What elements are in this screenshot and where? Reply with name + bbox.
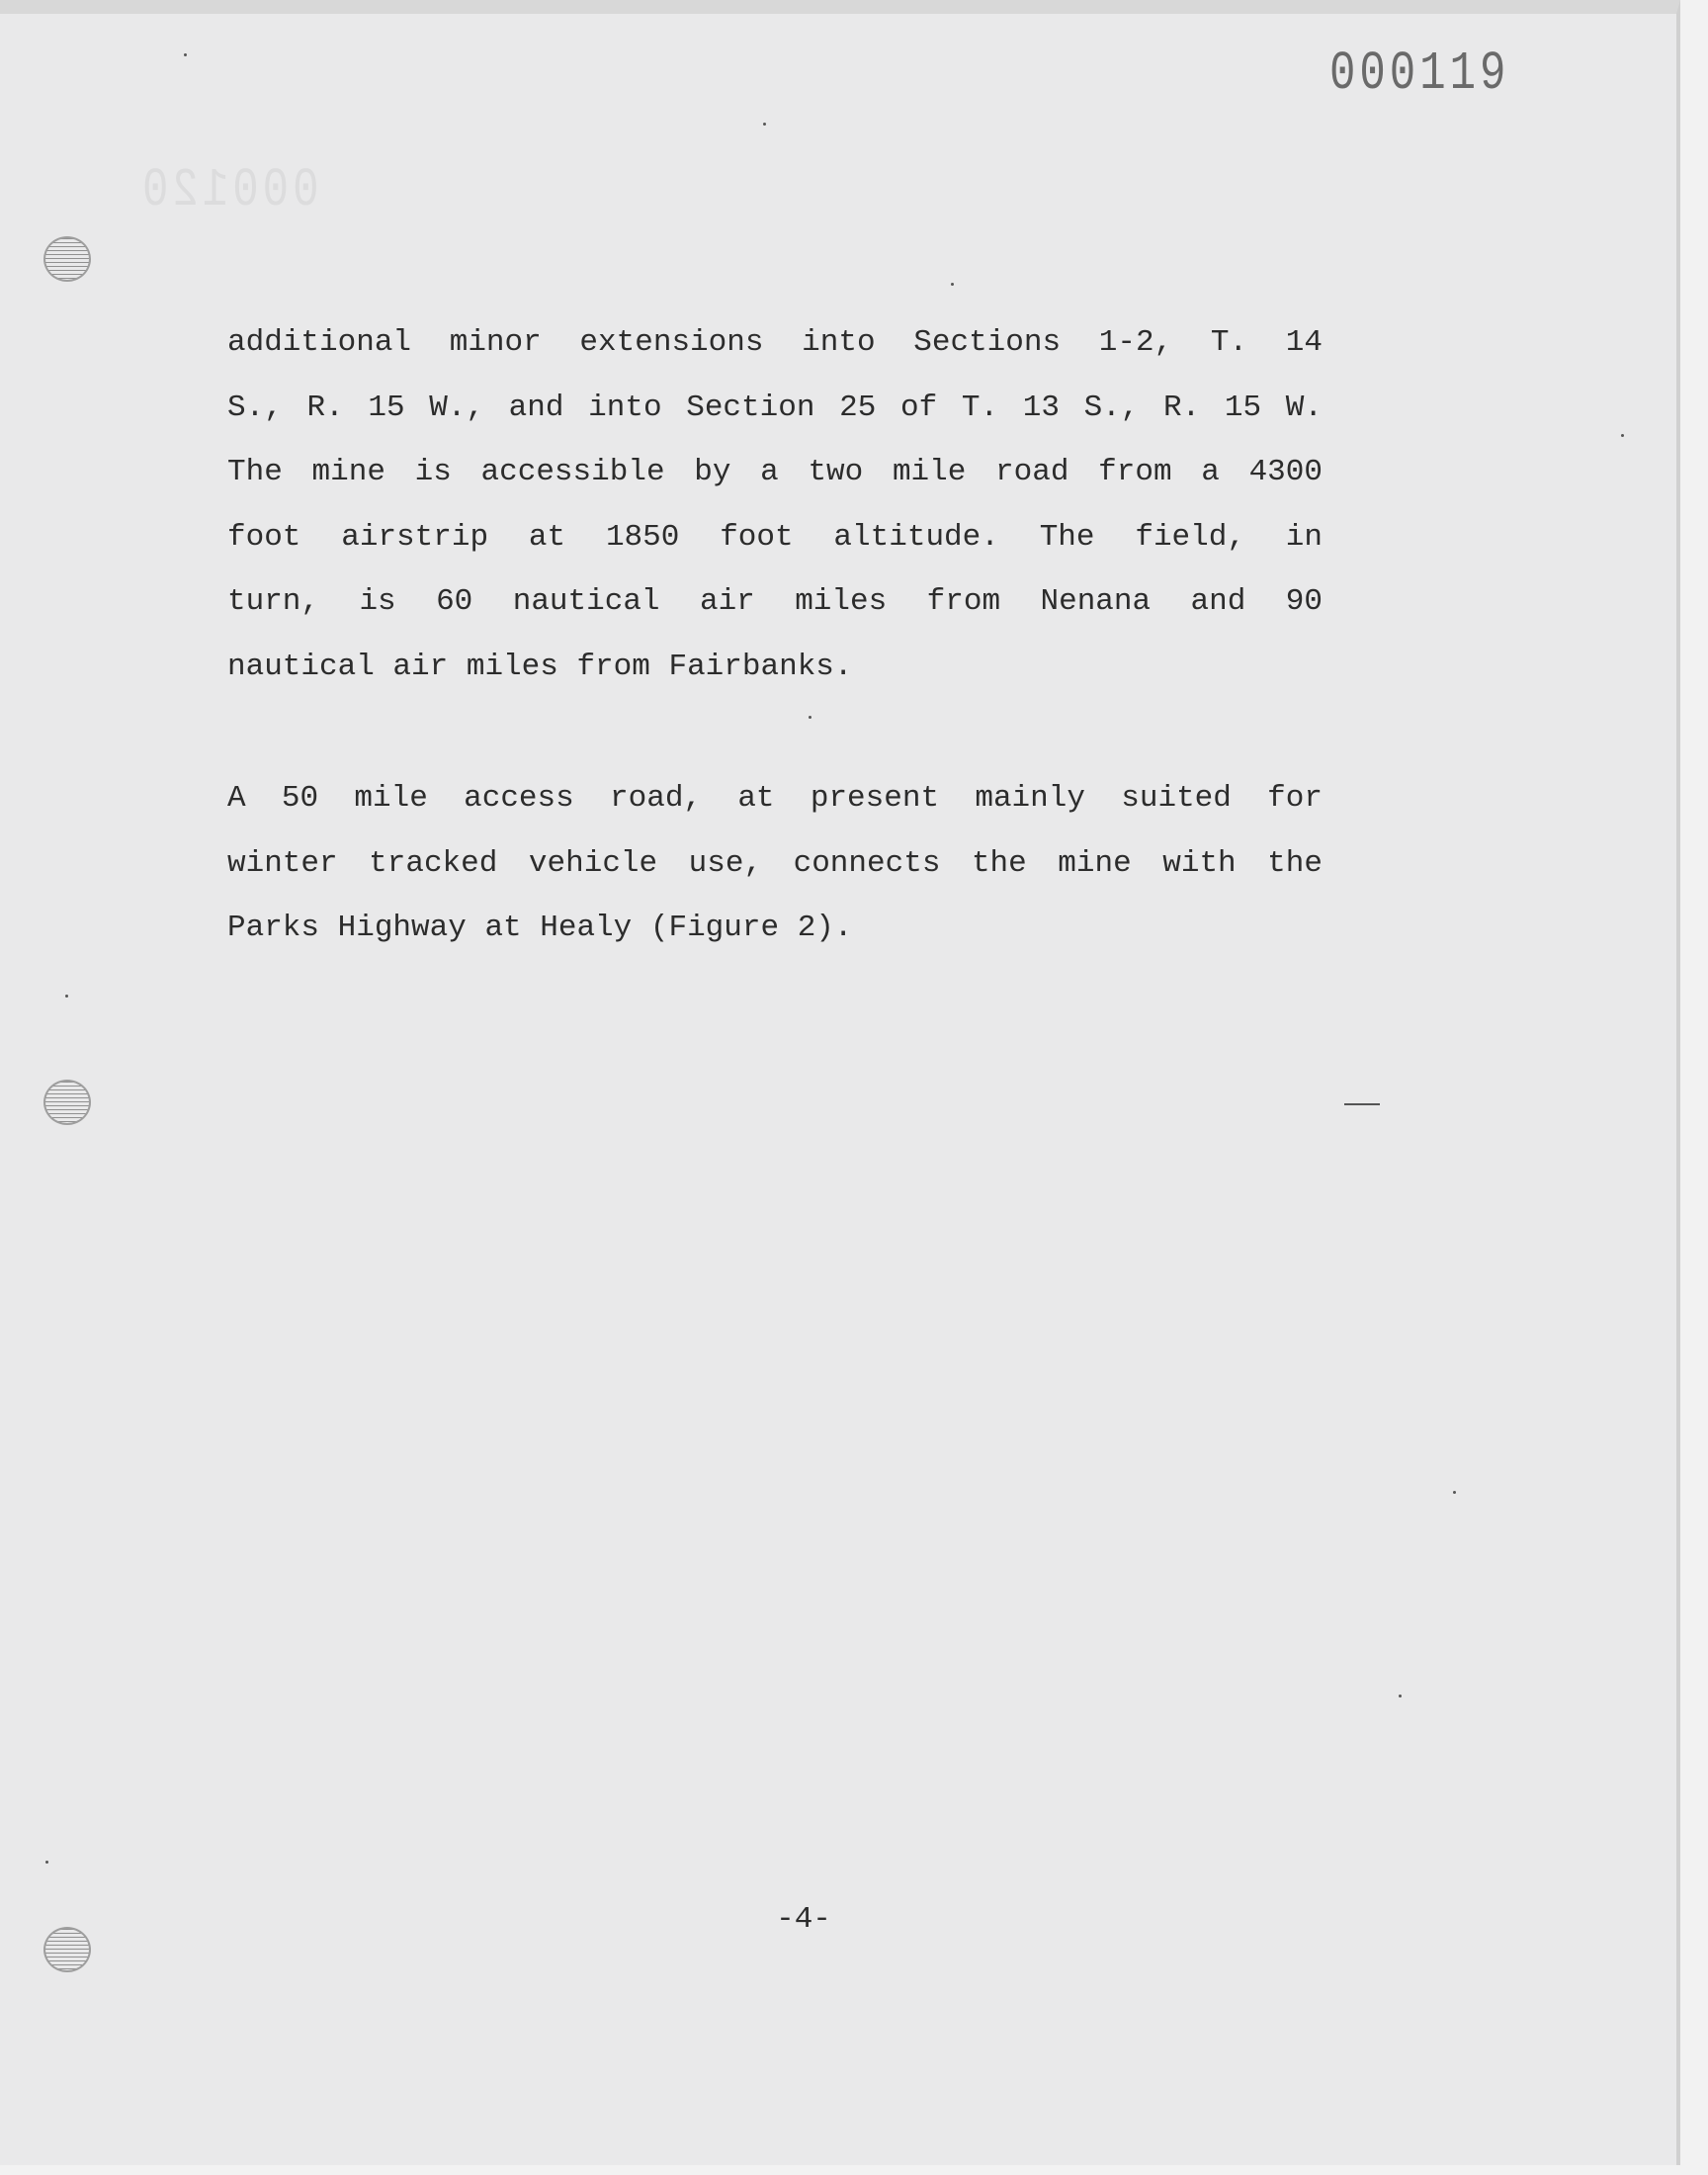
text-line: turn, is 60 nautical air miles from Nenana and 90 bbox=[227, 584, 1323, 619]
text-line: additional minor extensions into Sections 1-2, T. 14 bbox=[227, 325, 1323, 360]
scan-speck bbox=[1399, 1695, 1402, 1697]
bleed-through-stamp: 000120 bbox=[138, 160, 319, 222]
punch-hole-middle bbox=[43, 1080, 91, 1125]
scan-speck bbox=[1453, 1491, 1456, 1494]
scan-speck bbox=[1621, 434, 1624, 437]
scan-speck bbox=[65, 995, 68, 998]
text-line: Parks Highway at Healy (Figure 2). bbox=[227, 911, 853, 945]
paragraph-2 bbox=[227, 766, 1323, 961]
scan-speck bbox=[809, 716, 811, 719]
paragraph-1 bbox=[227, 310, 1323, 699]
scan-speck bbox=[763, 123, 766, 126]
scan-speck bbox=[184, 53, 187, 56]
text-line: nautical air miles from Fairbanks. bbox=[227, 649, 853, 684]
scan-speck bbox=[45, 1861, 48, 1864]
margin-mark bbox=[1344, 1103, 1380, 1105]
text-line: S., R. 15 W., and into Section 25 of T. 13 S., R. 15 W. bbox=[227, 390, 1323, 425]
document-id-stamp: 000119 bbox=[1329, 44, 1510, 106]
punch-hole-top bbox=[43, 236, 91, 282]
text-line: foot airstrip at 1850 foot altitude. The field, in bbox=[227, 519, 1323, 555]
scan-speck bbox=[951, 283, 954, 286]
text-line: The mine is accessible by a two mile road from a 4300 bbox=[227, 455, 1323, 489]
text-line: A 50 mile access road, at present mainly suited for bbox=[227, 781, 1323, 816]
text-line: winter tracked vehicle use, connects the mine with the bbox=[227, 845, 1323, 881]
page-number: -4- bbox=[776, 1902, 831, 1937]
